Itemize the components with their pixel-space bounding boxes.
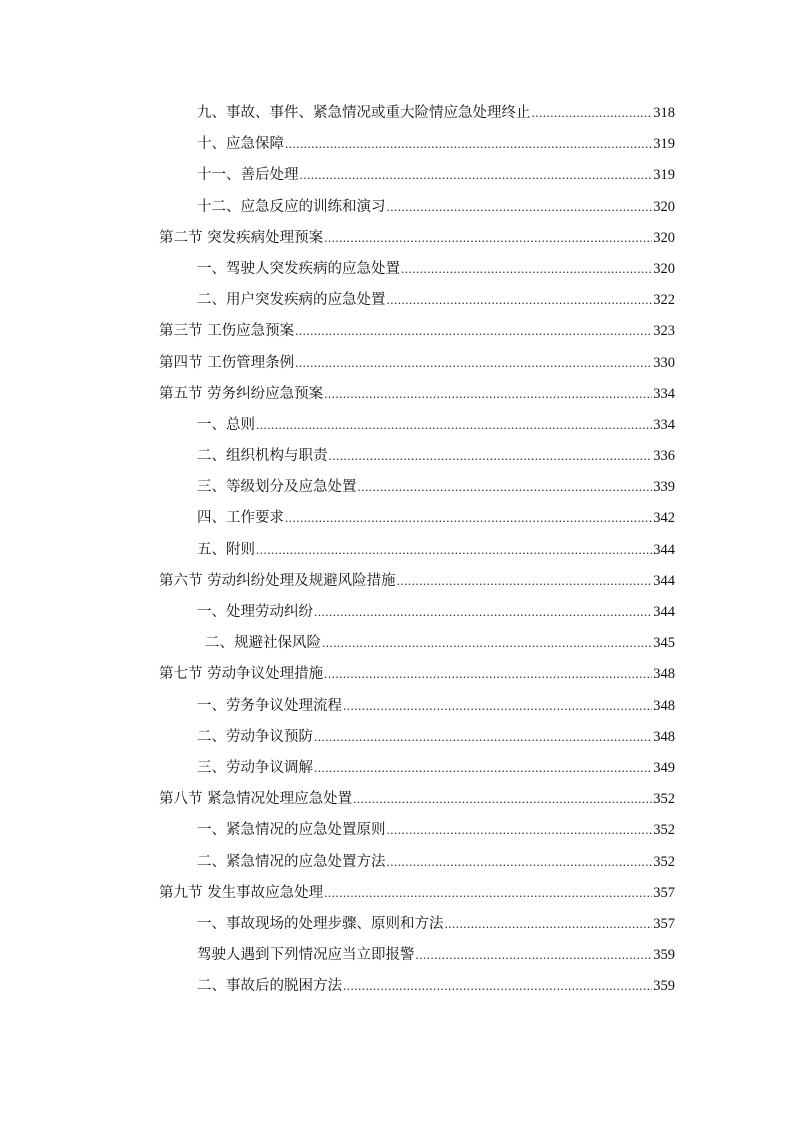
toc-entry-title: 三、等级划分及应急处置 xyxy=(197,479,357,496)
toc-dot-leader xyxy=(416,939,653,970)
toc-entry-title: 第八节 紧急情况处理应急处置 xyxy=(159,791,353,808)
toc-page-number: 334 xyxy=(653,416,675,433)
toc-page-number: 320 xyxy=(653,229,675,246)
toc-page-number: 359 xyxy=(653,947,675,964)
toc-dot-leader xyxy=(322,627,652,658)
toc-section-entry[interactable] xyxy=(0,783,793,814)
toc-page-number: 348 xyxy=(653,697,675,714)
toc-dot-leader xyxy=(343,690,652,721)
toc-page-number: 320 xyxy=(653,260,675,277)
toc-page-number: 345 xyxy=(653,635,675,652)
toc-entry-title: 第六节 劳动纠纷处理及规避风险措施 xyxy=(159,572,396,589)
toc-dot-leader xyxy=(387,814,653,845)
toc-section-entry[interactable] xyxy=(0,222,793,253)
toc-page-number: 334 xyxy=(653,385,675,402)
toc-entry-title: 五、附则 xyxy=(197,541,255,558)
toc-entry[interactable] xyxy=(0,908,793,939)
toc-entry[interactable] xyxy=(0,471,793,502)
toc-entry[interactable] xyxy=(0,596,793,627)
toc-dot-leader xyxy=(329,440,653,471)
toc-page-number: 359 xyxy=(653,978,675,995)
toc-dot-leader xyxy=(358,471,653,502)
toc-page-number: 336 xyxy=(653,448,675,465)
toc-entry-title: 二、劳动争议预防 xyxy=(197,728,313,745)
toc-entry[interactable] xyxy=(0,159,793,190)
toc-entry-title: 一、紧急情况的应急处置原则 xyxy=(197,822,386,839)
toc-entry[interactable] xyxy=(0,253,793,284)
toc-entry-title: 四、工作要求 xyxy=(197,510,284,527)
toc-entry[interactable] xyxy=(0,502,793,533)
toc-dot-leader xyxy=(285,502,652,533)
toc-page-number: 352 xyxy=(653,791,675,808)
toc-dot-leader xyxy=(343,970,652,1001)
toc-dot-leader xyxy=(295,347,652,378)
toc-dot-leader xyxy=(445,908,653,939)
toc-entry-title: 十一、善后处理 xyxy=(197,167,299,184)
toc-entry-title: 一、事故现场的处理步骤、原则和方法 xyxy=(197,915,444,932)
toc-page-number: 318 xyxy=(653,105,675,121)
toc-page-number: 344 xyxy=(653,572,675,589)
toc-page-number: 330 xyxy=(653,354,675,371)
toc-entry-title: 二、紧急情况的应急处置方法 xyxy=(197,853,386,870)
toc-dot-leader xyxy=(324,222,652,253)
toc-dot-leader xyxy=(324,378,652,409)
toc-dot-leader xyxy=(324,658,652,689)
toc-dot-leader xyxy=(295,315,652,346)
toc-dot-leader xyxy=(387,846,653,877)
toc-dot-leader xyxy=(256,409,652,440)
toc-dot-leader xyxy=(314,596,652,627)
toc-page-number: 344 xyxy=(653,541,675,558)
toc-entry[interactable] xyxy=(0,534,793,565)
toc-entry[interactable] xyxy=(0,721,793,752)
toc-entry[interactable] xyxy=(0,939,793,970)
toc-dot-leader xyxy=(397,565,653,596)
toc-section-entry[interactable] xyxy=(0,658,793,689)
toc-entry[interactable] xyxy=(0,814,793,845)
toc-entry-title: 三、劳动争议调解 xyxy=(197,759,313,776)
toc-dot-leader xyxy=(387,284,653,315)
table-of-contents xyxy=(0,97,793,1001)
toc-entry[interactable] xyxy=(0,440,793,471)
toc-dot-leader xyxy=(401,253,652,284)
toc-page-number: 339 xyxy=(653,479,675,496)
toc-entry[interactable] xyxy=(0,752,793,783)
toc-entry-title: 一、劳务争议处理流程 xyxy=(197,697,342,714)
toc-entry-title: 二、规避社保风险 xyxy=(205,635,321,652)
toc-dot-leader xyxy=(314,721,652,752)
toc-dot-leader xyxy=(285,128,652,159)
toc-dot-leader xyxy=(532,97,653,128)
toc-entry[interactable] xyxy=(0,284,793,315)
toc-dot-leader xyxy=(314,752,652,783)
toc-section-entry[interactable] xyxy=(0,378,793,409)
toc-section-entry[interactable] xyxy=(0,877,793,908)
toc-entry[interactable] xyxy=(0,128,793,159)
toc-page-number: 349 xyxy=(653,759,675,776)
toc-entry[interactable] xyxy=(0,627,793,658)
toc-page-number: 357 xyxy=(653,884,675,901)
toc-page-number: 322 xyxy=(653,292,675,309)
toc-entry[interactable] xyxy=(0,970,793,1001)
toc-entry-title: 驾驶人遇到下列情况应当立即报警 xyxy=(197,947,415,964)
toc-entry-title: 一、总则 xyxy=(197,416,255,433)
toc-entry[interactable] xyxy=(0,97,793,128)
toc-entry[interactable] xyxy=(0,191,793,222)
toc-page-number: 348 xyxy=(653,728,675,745)
toc-entry-title: 二、用户突发疾病的应急处置 xyxy=(197,292,386,309)
toc-entry-title: 第三节 工伤应急预案 xyxy=(159,323,295,340)
toc-page-number: 319 xyxy=(653,136,675,153)
toc-page-number: 357 xyxy=(653,915,675,932)
toc-page-number: 348 xyxy=(653,666,675,683)
toc-entry-title: 九、事故、事件、紧急情况或重大险情应急处理终止 xyxy=(197,105,531,121)
toc-page-number: 352 xyxy=(653,822,675,839)
toc-entry-title: 第九节 发生事故应急处理 xyxy=(159,884,324,901)
toc-section-entry[interactable] xyxy=(0,315,793,346)
toc-page-number: 320 xyxy=(653,198,675,215)
toc-entry[interactable] xyxy=(0,846,793,877)
toc-section-entry[interactable] xyxy=(0,565,793,596)
toc-entry-title: 第七节 劳动争议处理措施 xyxy=(159,666,324,683)
toc-page-number: 319 xyxy=(653,167,675,184)
toc-page-number: 344 xyxy=(653,604,675,620)
toc-dot-leader xyxy=(256,534,652,565)
toc-entry-title: 十二、应急反应的训练和演习 xyxy=(197,198,386,215)
toc-entry-title: 二、组织机构与职责 xyxy=(197,448,328,465)
toc-page-number: 323 xyxy=(653,323,675,340)
toc-page-number: 342 xyxy=(653,510,675,527)
toc-dot-leader xyxy=(353,783,652,814)
toc-entry[interactable] xyxy=(0,409,793,440)
toc-entry-title: 二、事故后的脱困方法 xyxy=(197,978,342,995)
toc-dot-leader xyxy=(300,159,653,190)
toc-section-entry[interactable] xyxy=(0,347,793,378)
toc-dot-leader xyxy=(387,191,653,222)
toc-entry-title: 十、应急保障 xyxy=(197,136,284,153)
toc-entry-title: 第四节 工伤管理条例 xyxy=(159,354,295,371)
toc-entry-title: 第二节 突发疾病处理预案 xyxy=(159,229,324,246)
toc-entry-title: 第五节 劳务纠纷应急预案 xyxy=(159,385,324,402)
toc-entry-title: 一、处理劳动纠纷 xyxy=(197,604,313,620)
toc-entry[interactable] xyxy=(0,690,793,721)
toc-page-number: 352 xyxy=(653,853,675,870)
toc-dot-leader xyxy=(324,877,652,908)
toc-entry-title: 一、驾驶人突发疾病的应急处置 xyxy=(197,260,400,277)
